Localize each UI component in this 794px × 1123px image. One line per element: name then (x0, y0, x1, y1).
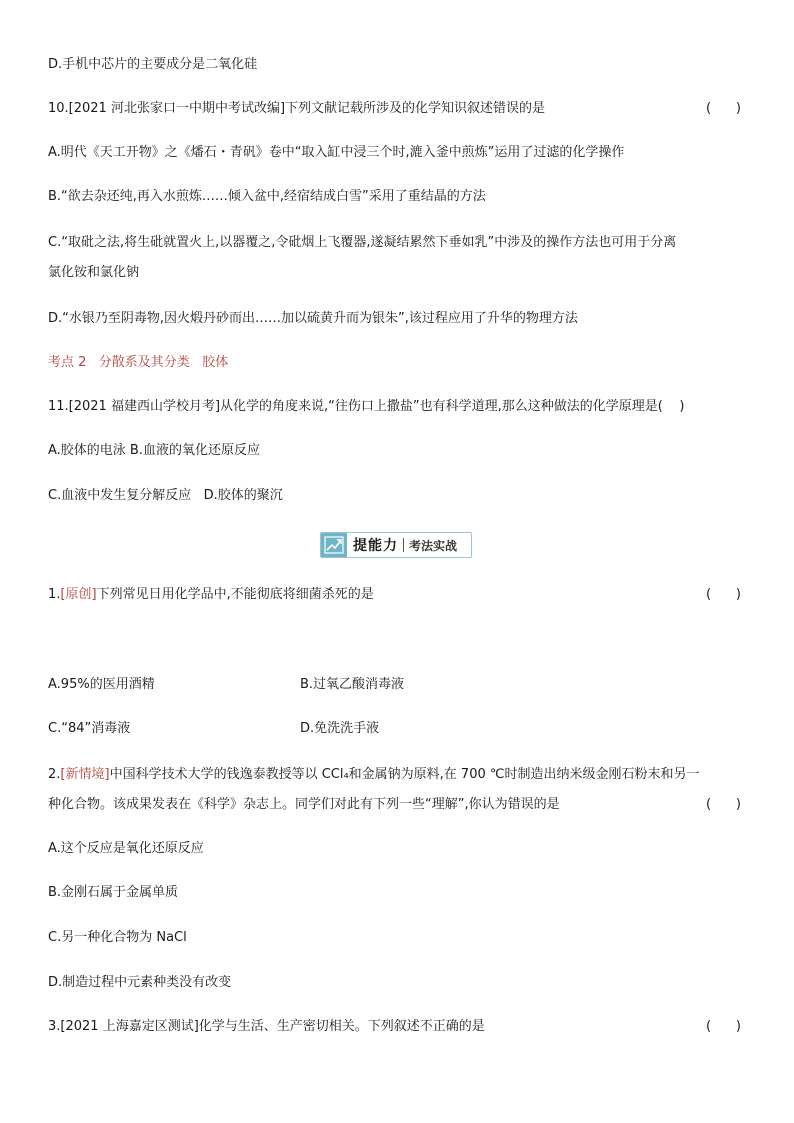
p2-option-a: A.这个反应是氧化还原反应 (48, 841, 204, 856)
p3-answer-blank: ( ) (706, 1019, 741, 1034)
p2-option-b: B.金刚石属于金属单质 (48, 885, 179, 900)
q9-option-d: D.手机中芯片的主要成分是二氧化硅 (48, 57, 258, 72)
p2-answer-blank: ( ) (706, 797, 741, 812)
p1-option-b: B.过氧乙酸消毒液 (300, 677, 405, 692)
p1-tag: [原创] (60, 587, 97, 602)
p3-stem: 3.[2021 上海嘉定区测试]化学与生活、生产密切相关。下列叙述不正确的是 (48, 1019, 485, 1034)
chart-trend-icon (321, 533, 347, 557)
p2-stem-line2: 种化合物。该成果发表在《科学》杂志上。同学们对此有下列一些“理解”,你认为错误的是 (48, 797, 560, 812)
q10-option-d: D.“水银乃至阴毒物,因火煅丹砂而出……加以硫黄升而为银朱”,该过程应用了升华的物理方法 (48, 311, 578, 326)
p2-stem-line1 (48, 767, 699, 783)
q10-stem: 10.[2021 河北张家口一中期中考试改编]下列文献记载所涉及的化学知识叙述错误的是 (48, 101, 546, 116)
p1-number: 1. (48, 587, 61, 602)
section-banner (320, 532, 472, 558)
p1-stem-text: 下列常见日用化学品中,不能彻底将细菌杀死的是 (96, 587, 374, 602)
q10-answer-blank: ( ) (706, 101, 741, 116)
banner-title: 提能力 (353, 538, 398, 554)
p2-tag: [新情境] (60, 767, 110, 782)
p2-number: 2. (48, 767, 61, 782)
q10-option-c-line2: 氯化铵和氯化钠 (48, 265, 140, 280)
q10-option-c-line1: C.“取砒之法,将生砒就置火上,以器覆之,令砒烟上飞覆器,遂凝结累然下垂如乳”中涉及的操作方法也可用于分离 (48, 235, 677, 250)
q11-stem-text: 11.[2021 福建西山学校月考]从化学的角度来说,“往伤口上撒盐”也有科学道理,那么这种做法的化学原理是( (48, 399, 663, 414)
q11-options-cd: C.血液中发生复分解反应 D.胶体的聚沉 (48, 488, 283, 503)
p1-option-d: D.免洗洗手液 (300, 721, 380, 736)
q10-option-b: B.“欲去杂还纯,再入水煎炼……倾入盆中,经宿结成白雪”采用了重结晶的方法 (48, 189, 486, 204)
p1-option-a: A.95%的医用酒精 (48, 677, 155, 692)
section-title-kaodian-2: 考点 2 分散系及其分类 胶体 (48, 355, 229, 370)
p2-option-c: C.另一种化合物为 NaCl (48, 930, 187, 945)
banner-subtitle: 考法实战 (409, 538, 458, 553)
q10-option-a: A.明代《天工开物》之《燔石・青矾》卷中“取入缸中浸三个时,漉入釜中煎炼”运用了过滤的化学操作 (48, 145, 625, 160)
q11-options-ab: A.胶体的电泳 B.血液的氧化还原反应 (48, 443, 260, 458)
p1-answer-blank: ( ) (706, 587, 741, 602)
q11-stem (48, 399, 684, 415)
p1-option-c: C.“84”消毒液 (48, 721, 131, 736)
p1-stem (48, 587, 374, 603)
p2-option-d: D.制造过程中元素种类没有改变 (48, 975, 232, 990)
q11-answer-blank: ) (662, 399, 685, 414)
banner-divider (403, 538, 404, 552)
p2-stem-text-1: 中国科学技术大学的钱逸泰教授等以 CCl₄和金属钠为原料,在 700 ℃时制造出纳米级金刚石粉末和另一 (109, 767, 700, 782)
